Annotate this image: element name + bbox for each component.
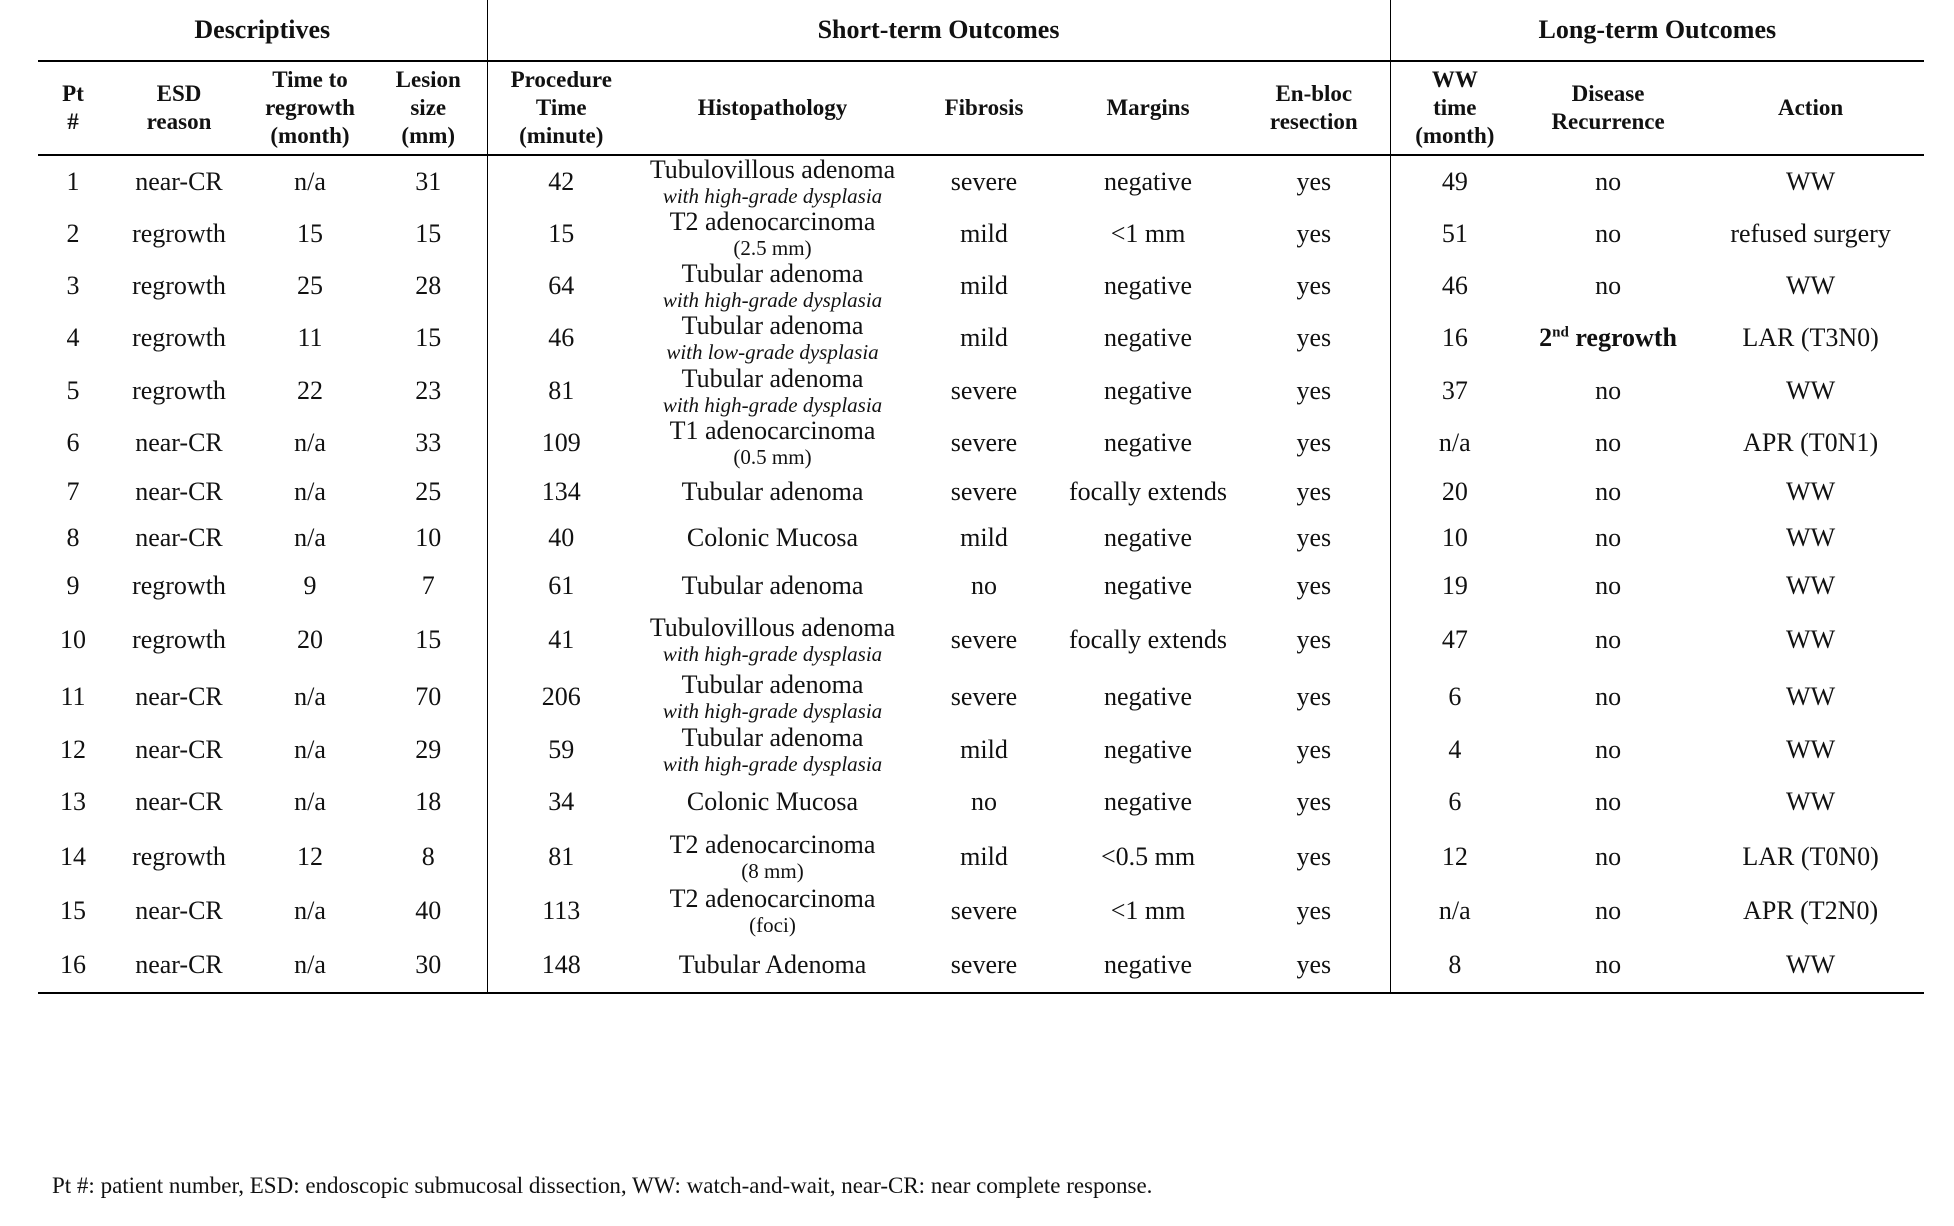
ww-time-cell: 10 (1441, 523, 1468, 552)
procedure-time-cell: 41 (548, 625, 575, 654)
margins-cell: <1 mm (1110, 219, 1186, 248)
en-bloc-resection-cell: yes (1238, 670, 1390, 723)
table-row (38, 723, 1924, 776)
regrowth-time-cell: n/a (294, 523, 326, 552)
column-header (1519, 61, 1697, 155)
ww-time-cell: 47 (1441, 625, 1468, 654)
histopathology-detail: with high-grade dysplasia (662, 751, 883, 776)
histopathology-cell (635, 417, 910, 469)
fibrosis-cell: mild (960, 219, 1008, 248)
patient-number-cell: 9 (66, 570, 80, 600)
group-header-long-term: Long-term Outcomes (1390, 0, 1924, 61)
en-bloc-resection-cell: yes (1238, 312, 1390, 364)
column-header-line: Procedure (510, 67, 612, 92)
margins-cell: negative (1103, 681, 1193, 711)
histopathology-main: T2 adenocarcinoma (669, 207, 876, 236)
lesion-size-cell: 18 (370, 776, 487, 828)
action-cell: refused surgery (1730, 219, 1891, 248)
fibrosis-cell: severe (950, 375, 1018, 405)
margins-cell: negative (1103, 787, 1193, 816)
ww-time-cell: 37 (1441, 375, 1468, 405)
ww-time-cell: 4 (1448, 734, 1462, 764)
action-cell: LAR (T3N0) (1742, 323, 1879, 352)
action-cell: WW (1786, 734, 1836, 764)
patient-number-cell: 2 (66, 219, 80, 248)
esd-reason-cell: near-CR (135, 734, 223, 764)
esd-reason-cell: near-CR (135, 523, 223, 552)
esd-reason-cell: near-CR (135, 896, 223, 925)
column-header-line: Disease (1571, 81, 1645, 106)
regrowth-time-cell: n/a (294, 896, 326, 925)
procedure-time-cell: 148 (487, 937, 635, 993)
column-header-line: WW (1431, 67, 1478, 92)
fibrosis-cell: mild (960, 323, 1008, 352)
ww-time-cell: n/a (1438, 896, 1471, 925)
column-header (38, 61, 108, 155)
disease-recurrence-cell: no (1595, 841, 1622, 871)
en-bloc-resection-cell: yes (1238, 208, 1390, 260)
fibrosis-cell: severe (950, 428, 1018, 457)
margins-cell: <0.5 mm (1100, 841, 1196, 871)
procedure-time-cell: 59 (548, 734, 575, 764)
margins-cell: negative (1058, 937, 1238, 993)
column-header (910, 61, 1058, 155)
action-cell: WW (1786, 375, 1836, 405)
histopathology-cell (635, 515, 910, 561)
column-header-line: reason (146, 109, 212, 134)
ww-time-cell: 20 (1441, 477, 1468, 506)
patient-number-cell: 3 (66, 271, 80, 300)
histopathology-detail: with high-grade dysplasia (662, 184, 883, 208)
margins-cell: negative (1103, 375, 1193, 405)
disease-recurrence-cell: no (1595, 625, 1622, 654)
en-bloc-resection-cell: yes (1238, 561, 1390, 610)
regrowth-time-cell: 20 (297, 625, 323, 654)
ww-time-cell: 6 (1448, 681, 1462, 711)
action-cell: WW (1786, 477, 1836, 506)
histopathology-main: Tubular adenoma (681, 669, 864, 699)
outcomes-table (38, 0, 1924, 994)
disease-recurrence-cell: no (1595, 271, 1622, 300)
patient-number-cell: 16 (38, 937, 108, 993)
patient-number-cell: 14 (60, 841, 86, 871)
histopathology-main: Tubulovillous adenoma (649, 155, 896, 184)
histopathology-cell (635, 208, 910, 260)
lesion-size-cell: 25 (370, 469, 487, 515)
table-row (38, 364, 1924, 417)
column-header (370, 61, 487, 155)
en-bloc-resection-cell: yes (1238, 885, 1390, 937)
procedure-time-cell: 15 (548, 219, 575, 248)
recurrence-ordinal-suffix: nd (1552, 324, 1569, 341)
procedure-time-cell: 61 (548, 570, 575, 600)
column-header (1390, 61, 1519, 155)
regrowth-time-cell: n/a (250, 937, 370, 993)
lesion-size-cell: 15 (370, 610, 487, 670)
table-row (38, 885, 1924, 937)
histopathology-main: T2 adenocarcinoma (669, 829, 876, 859)
margins-cell: negative (1103, 428, 1193, 457)
regrowth-time-cell: 11 (297, 323, 323, 352)
table-row (38, 155, 1924, 208)
column-header-line: time (1433, 95, 1477, 120)
histopathology-detail: with high-grade dysplasia (662, 288, 883, 312)
lesion-size-cell: 28 (370, 260, 487, 312)
regrowth-time-cell: n/a (294, 787, 326, 816)
histopathology-main: Tubular Adenoma (678, 949, 867, 979)
column-header-line: resection (1269, 109, 1358, 134)
ww-time-cell: 12 (1441, 841, 1468, 871)
table-row (38, 312, 1924, 364)
action-cell: WW (1786, 787, 1836, 816)
action-cell: LAR (T0N0) (1742, 841, 1879, 871)
table-row (38, 610, 1924, 670)
regrowth-time-cell: 25 (297, 271, 323, 300)
histopathology-detail: with high-grade dysplasia (662, 392, 883, 417)
histopathology-main: Colonic Mucosa (686, 787, 859, 816)
procedure-time-cell: 206 (541, 681, 581, 711)
histopathology-main: T2 adenocarcinoma (669, 884, 876, 913)
action-cell: WW (1786, 570, 1836, 600)
esd-reason-cell: regrowth (132, 271, 226, 300)
disease-recurrence-cell: no (1595, 375, 1622, 405)
disease-recurrence-cell: no (1595, 219, 1622, 248)
table-row (38, 828, 1924, 885)
lesion-size-cell: 15 (370, 312, 487, 364)
en-bloc-resection-cell: yes (1238, 469, 1390, 515)
regrowth-time-cell: 12 (297, 841, 323, 871)
regrowth-time-cell: n/a (294, 428, 326, 457)
fibrosis-cell: severe (950, 167, 1018, 196)
action-cell: WW (1786, 625, 1836, 654)
table-row (38, 469, 1924, 515)
margins-cell: negative (1103, 523, 1193, 552)
procedure-time-cell: 64 (548, 271, 575, 300)
en-bloc-resection-cell: yes (1238, 260, 1390, 312)
action-cell: WW (1786, 523, 1836, 552)
table-row (38, 515, 1924, 561)
histopathology-cell (635, 937, 910, 993)
procedure-time-cell: 34 (548, 787, 575, 816)
histopathology-cell (635, 776, 910, 828)
histopathology-cell (635, 469, 910, 515)
column-header-line: Time to (272, 67, 348, 92)
table-row (38, 776, 1924, 828)
disease-recurrence-cell: no (1595, 167, 1622, 196)
histopathology-main: T1 adenocarcinoma (669, 416, 876, 445)
lesion-size-cell: 8 (370, 828, 487, 885)
procedure-time-cell: 109 (541, 428, 581, 457)
procedure-time-cell: 81 (548, 375, 575, 405)
table-row (38, 260, 1924, 312)
fibrosis-cell: no (971, 570, 997, 600)
fibrosis-cell: severe (950, 681, 1018, 711)
lesion-size-cell: 40 (370, 885, 487, 937)
action-cell: WW (1786, 167, 1836, 196)
fibrosis-cell: mild (960, 523, 1008, 552)
lesion-size-cell: 10 (370, 515, 487, 561)
histopathology-cell (635, 155, 910, 208)
disease-recurrence-cell: no (1595, 681, 1622, 711)
column-header-line: regrowth (265, 95, 355, 120)
column-header-line: Fibrosis (944, 95, 1024, 120)
patient-number-cell: 6 (66, 428, 80, 457)
column-header-line: Pt (62, 81, 84, 106)
column-header-line: Histopathology (697, 95, 848, 120)
histopathology-main: Tubular adenoma (681, 722, 864, 752)
column-header-line: (minute) (519, 123, 604, 148)
histopathology-detail: (2.5 mm) (733, 236, 812, 260)
column-header-line: ESD (156, 81, 202, 106)
histopathology-detail: with low-grade dysplasia (666, 340, 879, 364)
margins-cell: negative (1103, 271, 1193, 300)
histopathology-cell (635, 885, 910, 937)
histopathology-main: Tubular adenoma (681, 477, 864, 506)
disease-recurrence-cell: no (1519, 937, 1697, 993)
patient-number-cell: 15 (60, 896, 86, 925)
table-row (38, 561, 1924, 610)
esd-reason-cell: regrowth (132, 219, 226, 248)
table-row (38, 208, 1924, 260)
column-header (1238, 61, 1390, 155)
patient-number-cell: 1 (66, 167, 80, 196)
column-header (250, 61, 370, 155)
esd-reason-cell: regrowth (132, 323, 226, 352)
margins-cell: <1 mm (1110, 896, 1186, 925)
fibrosis-cell: mild (960, 841, 1008, 871)
en-bloc-resection-cell: yes (1238, 417, 1390, 469)
action-cell: WW (1786, 681, 1836, 711)
recurrence-ordinal: 2 (1539, 323, 1553, 352)
histopathology-cell (635, 312, 910, 364)
esd-reason-cell: near-CR (135, 428, 223, 457)
disease-recurrence-cell: no (1595, 734, 1622, 764)
column-header-line: Lesion (395, 67, 461, 92)
esd-reason-cell: regrowth (132, 375, 226, 405)
table-row (38, 670, 1924, 723)
margins-cell: focally extends (1068, 477, 1228, 506)
column-header (108, 61, 250, 155)
histopathology-cell (635, 260, 910, 312)
ww-time-cell: 16 (1441, 323, 1468, 352)
column-header-line: En-bloc (1275, 81, 1353, 106)
patient-number-cell: 12 (60, 734, 86, 764)
histopathology-main: Colonic Mucosa (686, 523, 859, 552)
fibrosis-cell: no (971, 787, 997, 816)
lesion-size-cell: 23 (370, 364, 487, 417)
disease-recurrence-cell: no (1595, 477, 1622, 506)
column-header-line: (mm) (401, 123, 456, 148)
en-bloc-resection-cell: yes (1238, 610, 1390, 670)
esd-reason-cell: near-CR (108, 937, 250, 993)
esd-reason-cell: near-CR (135, 681, 223, 711)
disease-recurrence-cell: no (1595, 896, 1622, 925)
lesion-size-cell: 7 (370, 561, 487, 610)
margins-cell: negative (1103, 570, 1193, 600)
action-cell: WW (1697, 937, 1924, 993)
disease-recurrence-cell: no (1595, 570, 1622, 600)
procedure-time-cell: 46 (548, 323, 575, 352)
histopathology-main: Tubulovillous adenoma (649, 613, 896, 642)
lesion-size-cell: 31 (370, 155, 487, 208)
lesion-size-cell: 29 (370, 723, 487, 776)
patient-number-cell: 7 (66, 477, 80, 506)
esd-reason-cell: near-CR (135, 167, 223, 196)
table-row (38, 417, 1924, 469)
patient-number-cell: 4 (66, 323, 80, 352)
procedure-time-cell: 81 (548, 841, 575, 871)
histopathology-detail: (8 mm) (741, 858, 804, 883)
patient-number-cell: 11 (60, 681, 86, 711)
histopathology-detail: with high-grade dysplasia (662, 698, 883, 723)
histopathology-main: Tubular adenoma (681, 363, 864, 393)
histopathology-detail: (0.5 mm) (733, 445, 812, 469)
histopathology-cell (635, 364, 910, 417)
group-header-short-term: Short-term Outcomes (487, 0, 1390, 61)
column-header-line: Action (1777, 95, 1844, 120)
histopathology-cell (635, 828, 910, 885)
regrowth-time-cell: 15 (297, 219, 323, 248)
column-header-line: size (410, 95, 447, 120)
patient-number-cell: 5 (66, 375, 80, 405)
fibrosis-cell: mild (960, 734, 1008, 764)
lesion-size-cell: 30 (370, 937, 487, 993)
column-header (1058, 61, 1238, 155)
column-header (1697, 61, 1924, 155)
recurrence-text: regrowth (1568, 323, 1677, 352)
disease-recurrence-cell (1519, 312, 1697, 364)
procedure-time-cell: 42 (548, 167, 575, 196)
disease-recurrence-cell: no (1595, 428, 1622, 457)
action-cell: APR (T2N0) (1743, 896, 1879, 925)
action-cell: APR (T0N1) (1743, 428, 1879, 457)
regrowth-time-cell: n/a (294, 167, 326, 196)
margins-cell: focally extends (1068, 625, 1228, 654)
histopathology-cell (635, 561, 910, 610)
fibrosis-cell: mild (960, 271, 1008, 300)
histopathology-cell (635, 670, 910, 723)
regrowth-time-cell: n/a (294, 477, 326, 506)
en-bloc-resection-cell: yes (1238, 937, 1390, 993)
regrowth-time-cell: 22 (297, 375, 323, 405)
regrowth-time-cell: 9 (303, 570, 317, 600)
regrowth-time-cell: n/a (294, 734, 326, 764)
ww-time-cell: 49 (1441, 167, 1468, 196)
recurrence-highlight (1539, 323, 1677, 352)
en-bloc-resection-cell: yes (1238, 723, 1390, 776)
column-header-line: (month) (270, 123, 350, 148)
disease-recurrence-cell: no (1595, 787, 1622, 816)
esd-reason-cell: regrowth (132, 841, 226, 871)
patient-number-cell: 8 (66, 523, 80, 552)
group-header-row (38, 0, 1924, 61)
column-header-line: Margins (1106, 95, 1190, 120)
disease-recurrence-cell: no (1595, 523, 1622, 552)
patient-number-cell: 13 (60, 787, 86, 816)
column-header-line: (month) (1415, 123, 1495, 148)
fibrosis-cell: severe (950, 625, 1018, 654)
column-header-row (38, 61, 1924, 155)
fibrosis-cell: severe (950, 477, 1018, 506)
patient-number-cell: 10 (60, 625, 86, 654)
column-header-line: # (67, 109, 79, 134)
fibrosis-cell: severe (910, 937, 1058, 993)
en-bloc-resection-cell: yes (1238, 776, 1390, 828)
esd-reason-cell: regrowth (132, 625, 226, 654)
lesion-size-cell: 15 (370, 208, 487, 260)
ww-time-cell: 46 (1441, 271, 1468, 300)
margins-cell: negative (1103, 167, 1193, 196)
ww-time-cell: 6 (1448, 787, 1462, 816)
histopathology-main: Tubular adenoma (681, 570, 864, 600)
histopathology-cell (635, 610, 910, 670)
procedure-time-cell: 134 (541, 477, 581, 506)
ww-time-cell: 19 (1441, 570, 1468, 600)
procedure-time-cell: 40 (548, 523, 575, 552)
ww-time-cell: n/a (1438, 428, 1471, 457)
histopathology-main: Tubular adenoma (681, 259, 864, 288)
esd-reason-cell: regrowth (132, 570, 226, 600)
margins-cell: negative (1103, 323, 1193, 352)
group-header-descriptives: Descriptives (38, 0, 487, 61)
column-header-line: Recurrence (1551, 109, 1665, 134)
ww-time-cell: 8 (1390, 937, 1519, 993)
histopathology-detail: (foci) (749, 913, 796, 937)
regrowth-time-cell: n/a (294, 681, 326, 711)
outcomes-table-container (38, 0, 1924, 994)
histopathology-detail: with high-grade dysplasia (662, 642, 883, 666)
procedure-time-cell: 113 (542, 896, 581, 925)
histopathology-main: Tubular adenoma (681, 311, 864, 340)
histopathology-cell (635, 723, 910, 776)
margins-cell: negative (1103, 734, 1193, 764)
table-body (38, 155, 1924, 993)
ww-time-cell: 51 (1441, 219, 1468, 248)
en-bloc-resection-cell: yes (1238, 515, 1390, 561)
en-bloc-resection-cell: yes (1238, 828, 1390, 885)
esd-reason-cell: near-CR (135, 787, 223, 816)
action-cell: WW (1786, 271, 1836, 300)
column-header-line: Time (535, 95, 587, 120)
column-header (635, 61, 910, 155)
table-footnote: Pt #: patient number, ESD: endoscopic submucosal dissection, WW: watch-and-wait, near-CR: near complete response. (52, 1173, 1153, 1198)
lesion-size-cell: 70 (370, 670, 487, 723)
en-bloc-resection-cell: yes (1238, 364, 1390, 417)
esd-reason-cell: near-CR (135, 477, 223, 506)
fibrosis-cell: severe (950, 896, 1018, 925)
table-row (38, 937, 1924, 993)
en-bloc-resection-cell: yes (1238, 155, 1390, 208)
column-header (487, 61, 635, 155)
lesion-size-cell: 33 (370, 417, 487, 469)
